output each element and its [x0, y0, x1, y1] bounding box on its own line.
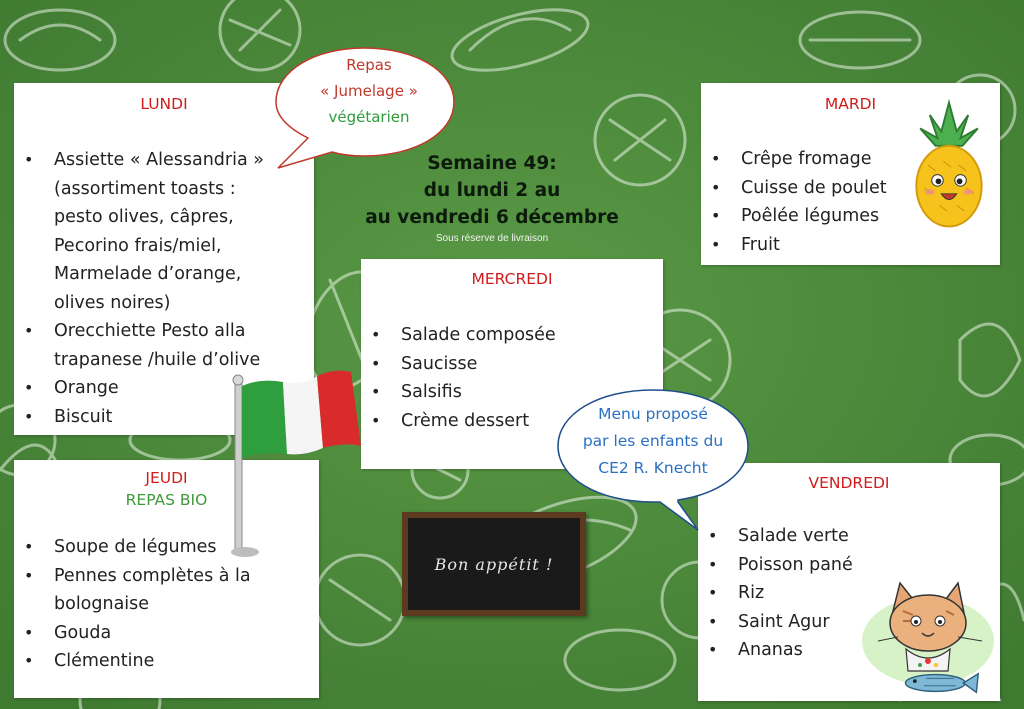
day-label-jeudi: JEUDI: [145, 469, 188, 487]
fish-icon: [896, 669, 984, 697]
day-label-vendredi: VENDREDI: [808, 474, 890, 492]
pineapple-icon: [901, 95, 997, 235]
menu-item: • Soupe de légumes: [14, 533, 319, 562]
italy-flag-icon: [205, 362, 365, 562]
week-title-line-2: du lundi 2 au: [423, 180, 561, 201]
day-label-mercredi: MERCREDI: [471, 270, 553, 288]
bubble-enfants-text: [562, 401, 744, 482]
bubble-jumelage-line-1: Repas: [346, 56, 392, 74]
menu-item: trapanese /huile d’olive: [54, 349, 261, 370]
menu-item: • Saucisse: [361, 350, 663, 379]
chalkboard-surface: [408, 518, 580, 610]
menu-item: (assortiment toasts :: [54, 178, 236, 199]
bubble-jumelage-line-3: végétarien: [328, 108, 410, 126]
menu-item: • Ananas: [698, 636, 1000, 665]
menu-item: • Salade verte: [698, 522, 1000, 551]
menu-item: • Salade composée: [361, 321, 663, 350]
menu-item: • Pennes complètes à la: [14, 562, 319, 591]
menu-item: • Gouda: [14, 619, 319, 648]
menu-item: • Biscuit: [14, 403, 314, 432]
bubble-jumelage-line-2: « Jumelage »: [320, 82, 418, 100]
menu-item: • Crème dessert: [361, 407, 663, 436]
chalkboard-text: Bon appétit !: [434, 554, 554, 574]
day-label-lundi: LUNDI: [140, 95, 188, 113]
menu-item: Pecorino frais/miel,: [54, 235, 222, 256]
week-title-line-3: au vendredi 6 décembre: [365, 207, 619, 228]
menu-item: • Assiette « Alessandria »: [14, 146, 314, 175]
menu-item: • Orange: [14, 374, 314, 403]
menu-item: Marmelade d’orange,: [54, 264, 242, 284]
menu-item: • Orecchiette Pesto alla: [14, 317, 314, 346]
menu-item: • Salsifis: [361, 378, 663, 407]
menu-item: • Cuisse de poulet: [701, 174, 1000, 203]
menu-item: olives noires): [54, 292, 171, 313]
chalkboard: [402, 512, 586, 616]
bubble-enfants-line-3: CE2 R. Knecht: [598, 459, 708, 477]
card-mardi: [701, 83, 1000, 265]
menu-item: • Poêlée légumes: [701, 202, 1000, 231]
week-title-line-1: Semaine 49:: [427, 153, 557, 174]
bubble-enfants-line-1: Menu proposé: [598, 405, 708, 423]
menu-item: pesto olives, câpres,: [54, 207, 234, 227]
menu-item: • Saint Agur: [698, 608, 1000, 637]
menu-item: • Crêpe fromage: [701, 145, 1000, 174]
bubble-enfants-line-2: par les enfants du: [582, 432, 724, 450]
menu-item: • Poisson pané: [698, 551, 1000, 580]
bio-label: REPAS BIO: [125, 491, 208, 509]
menu-item: • Clémentine: [14, 647, 319, 676]
menu-item: • Riz: [698, 579, 1000, 608]
bubble-jumelage-text: [296, 52, 442, 130]
day-label-mardi: MARDI: [824, 95, 877, 113]
delivery-note: Sous réserve de livraison: [435, 233, 549, 244]
menu-item: bolognaise: [54, 594, 150, 614]
menu-item: • Fruit: [701, 231, 1000, 260]
